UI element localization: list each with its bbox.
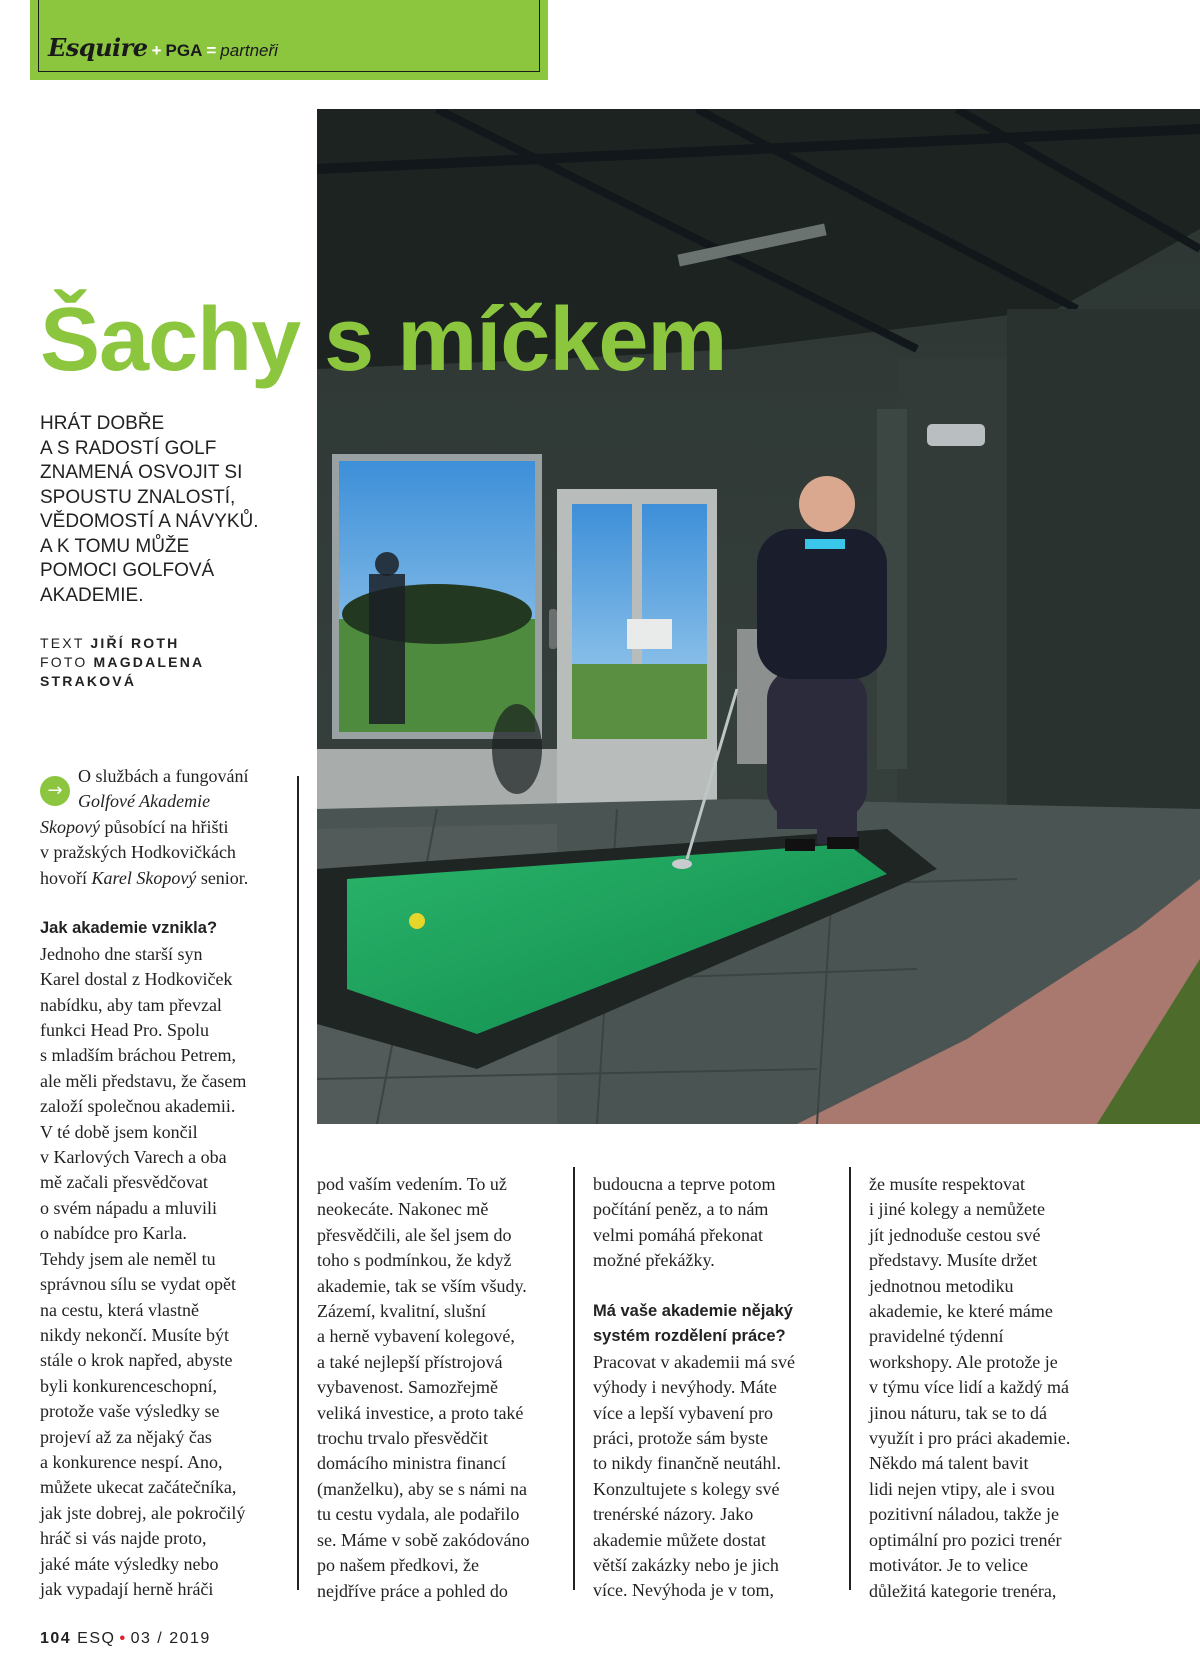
text-credit-name: JIŘÍ ROTH	[90, 635, 180, 651]
body-line: pozitivní náladou, takže je	[869, 1504, 1059, 1525]
body-line: hráč si vás najde proto,	[40, 1528, 207, 1549]
body-line: velmi pomáhá překonat	[593, 1224, 763, 1245]
photo-credit-name: MAGDALENA	[93, 654, 205, 670]
body-line: neokecáte. Nakonec mě	[317, 1199, 489, 1220]
header-plus: +	[151, 41, 162, 60]
lead-paragraph	[40, 412, 310, 608]
intro-line: Golfové Akademie	[78, 791, 211, 812]
body-line: Zázemí, kvalitní, slušní	[317, 1301, 486, 1322]
body-column-4	[869, 1172, 1119, 1604]
body-line: tu cestu vydala, ale podařilo	[317, 1504, 520, 1525]
body-line: můžete ukecat začátečníka,	[40, 1477, 237, 1498]
body-line: Pracovat v akademii má své	[593, 1351, 795, 1372]
body-line: větší zakázky nebo je jich	[593, 1555, 779, 1576]
intro-line: v pražských Hodkovičkách	[40, 842, 236, 863]
body-line: toho s podmínkou, že když	[317, 1250, 512, 1271]
column-rule	[849, 1167, 851, 1590]
body-line: projeví až za nějaký čas	[40, 1426, 212, 1447]
body-line: že musíte respektovat	[869, 1174, 1025, 1194]
body-line: jinou náturu, tak se to dá	[869, 1402, 1047, 1423]
body-line: nejdříve práce a pohled do	[317, 1580, 508, 1601]
body-line: a konkurence nespí. Ano,	[40, 1451, 223, 1472]
body-line: důležitá kategorie trenéra,	[869, 1580, 1057, 1601]
body-line: veliká investice, a proto také	[317, 1402, 524, 1423]
lead-line: A K TOMU MŮŽE	[40, 535, 190, 557]
intro-text: senior.	[196, 867, 249, 888]
body-line: optimální pro pozici trenér	[869, 1529, 1062, 1550]
body-line: o svém nápadu a mluvili	[40, 1197, 217, 1218]
lead-line: AKADEMIE.	[40, 584, 144, 606]
question-heading: Jak akademie vznikla?	[40, 919, 218, 938]
body-line: na cestu, která vlastně	[40, 1299, 199, 1320]
body-line: a také nejlepší přístrojová	[317, 1351, 503, 1372]
body-line: přesvědčili, ale šel jsem do	[317, 1224, 512, 1245]
intro-line	[40, 815, 285, 840]
body-line: po našem předkovi, že	[317, 1555, 479, 1576]
magazine-abbr: ESQ	[77, 1630, 116, 1647]
page-footer	[40, 1630, 211, 1648]
body-line: jednotnou metodiku	[869, 1275, 1014, 1296]
body-line: správnou sílu se vydat opět	[40, 1274, 236, 1295]
body-line: akademie, ke které máme	[869, 1301, 1053, 1322]
body-line: domácího ministra financí	[317, 1453, 506, 1474]
body-line: založí společnou akademii.	[40, 1096, 236, 1117]
body-column-1	[40, 764, 285, 1602]
column-rule	[297, 776, 299, 1590]
body-line: trochu trvalo přesvědčit	[317, 1428, 488, 1449]
body-line: o nabídce pro Karla.	[40, 1223, 187, 1244]
photo-credit-cont	[40, 672, 310, 691]
intro-text: působící na hřišti	[99, 816, 229, 837]
question-heading: systém rozdělení práce?	[593, 1327, 786, 1346]
body-line: v Karlových Varech a oba	[40, 1147, 227, 1168]
intro-person-name: Karel Skopový	[91, 867, 197, 888]
body-line: jít jednoduše cestou své	[869, 1224, 1041, 1245]
intro-line: O službách a fungování	[78, 766, 249, 786]
photo-credit-label: FOTO	[40, 654, 88, 670]
body-column-2	[317, 1172, 567, 1604]
column-rule	[573, 1167, 575, 1590]
body-line: stále o krok napřed, abyste	[40, 1350, 233, 1371]
paragraph-gap	[593, 1274, 843, 1299]
body-line: se. Máme v sobě zakódováno	[317, 1529, 530, 1550]
body-line: protože vaše výsledky se	[40, 1401, 220, 1422]
lead-line: VĚDOMOSTÍ A NÁVYKŮ.	[40, 511, 259, 532]
body-line: s mladším bráchou Petrem,	[40, 1045, 236, 1066]
body-line: ale měli představu, že časem	[40, 1070, 247, 1091]
text-credit	[40, 634, 310, 653]
body-line: výhody i nevýhody. Máte	[593, 1377, 777, 1398]
golf-academy-photo	[317, 109, 1200, 1124]
lead-line: A S RADOSTÍ GOLF	[40, 437, 217, 459]
header-equals: =	[206, 41, 217, 60]
body-line: workshopy. Ale protože je	[869, 1351, 1058, 1372]
photo-credit	[40, 653, 310, 672]
body-line: pod vaším vedením. To už	[317, 1174, 507, 1194]
body-line: V té době jsem končil	[40, 1121, 198, 1142]
body-line: nikdy nekončí. Musíte být	[40, 1324, 229, 1345]
body-line: více a lepší vybavení pro	[593, 1402, 773, 1423]
body-line: funkci Head Pro. Spolu	[40, 1020, 209, 1041]
body-line: (manželku), aby se s námi na	[317, 1478, 527, 1499]
credits	[40, 634, 310, 691]
body-line: Někdo má talent bavit	[869, 1453, 1029, 1474]
body-line: počítání peněz, a to nám	[593, 1199, 769, 1220]
footer-dot: •	[119, 1630, 127, 1647]
body-line: budoucna a teprve potom	[593, 1174, 776, 1194]
body-line: i jiné kolegy a nemůžete	[869, 1199, 1045, 1220]
body-line: mě začali přesvědčovat	[40, 1172, 208, 1193]
body-line: představy. Musíte držet	[869, 1250, 1038, 1271]
body-line: a herně vybavení kolegové,	[317, 1326, 515, 1347]
paragraph-gap	[40, 891, 285, 916]
article-title: Šachy s míčkem	[40, 290, 727, 390]
body-line: trenérské názory. Jako	[593, 1504, 754, 1525]
text-credit-label: TEXT	[40, 635, 85, 651]
body-line: více. Nevýhoda je v tom,	[593, 1580, 774, 1601]
question-heading: Má vaše akademie nějaký	[593, 1302, 793, 1321]
lead-line: ZNAMENÁ OSVOJIT SI	[40, 462, 243, 483]
body-line: motivátor. Je to velice	[869, 1555, 1028, 1576]
intro-line	[40, 866, 285, 891]
body-line: práci, protože sám byste	[593, 1428, 768, 1449]
body-line: jaké máte výsledky nebo	[40, 1553, 219, 1574]
body-line: Jednoho dne starší syn	[40, 943, 203, 964]
body-line: v týmu více lidí a každý má	[869, 1377, 1069, 1398]
header-band	[30, 0, 548, 80]
body-line: byli konkurenceschopní,	[40, 1375, 217, 1396]
body-line: jak jste dobrej, ale pokročilý	[40, 1502, 246, 1523]
page-number: 104	[40, 1630, 72, 1647]
body-line: akademie můžete dostat	[593, 1529, 766, 1550]
intro-text: hovoří	[40, 867, 92, 888]
lead-line: HRÁT DOBŘE	[40, 413, 165, 434]
issue-number: 03 / 2019	[130, 1630, 211, 1647]
body-line: nabídku, aby tam převzal	[40, 994, 222, 1015]
photo-credit-name-2: STRAKOVÁ	[40, 673, 137, 689]
body-line: pravidelné týdenní	[869, 1326, 1004, 1347]
header-pga: PGA	[165, 41, 203, 60]
body-line: to nikdy finančně neutáhl.	[593, 1453, 781, 1474]
body-column-3	[593, 1172, 843, 1604]
body-line: akademie, tak se vším všudy.	[317, 1275, 527, 1296]
intro-academy-name: Skopový	[40, 816, 100, 837]
body-line: Karel dostal z Hodkoviček	[40, 969, 233, 990]
arrow-right-icon: →	[40, 776, 70, 806]
body-line: možné překážky.	[593, 1250, 715, 1271]
esquire-logo: Esquire	[48, 33, 148, 62]
body-line: jak vypadají herně hráči	[40, 1578, 214, 1599]
body-line: Tehdy jsem ale neměl tu	[40, 1248, 216, 1269]
body-line: vybavenost. Samozřejmě	[317, 1377, 498, 1398]
header-partners: partneři	[220, 41, 278, 60]
body-line: využít i pro práci akademie.	[869, 1428, 1071, 1449]
body-line: lidi nejen vtipy, ale i svou	[869, 1478, 1055, 1499]
body-line: Konzultujete s kolegy své	[593, 1478, 780, 1499]
header-text	[48, 33, 278, 62]
lead-line: POMOCI GOLFOVÁ	[40, 560, 215, 581]
lead-line: SPOUSTU ZNALOSTÍ,	[40, 486, 236, 508]
